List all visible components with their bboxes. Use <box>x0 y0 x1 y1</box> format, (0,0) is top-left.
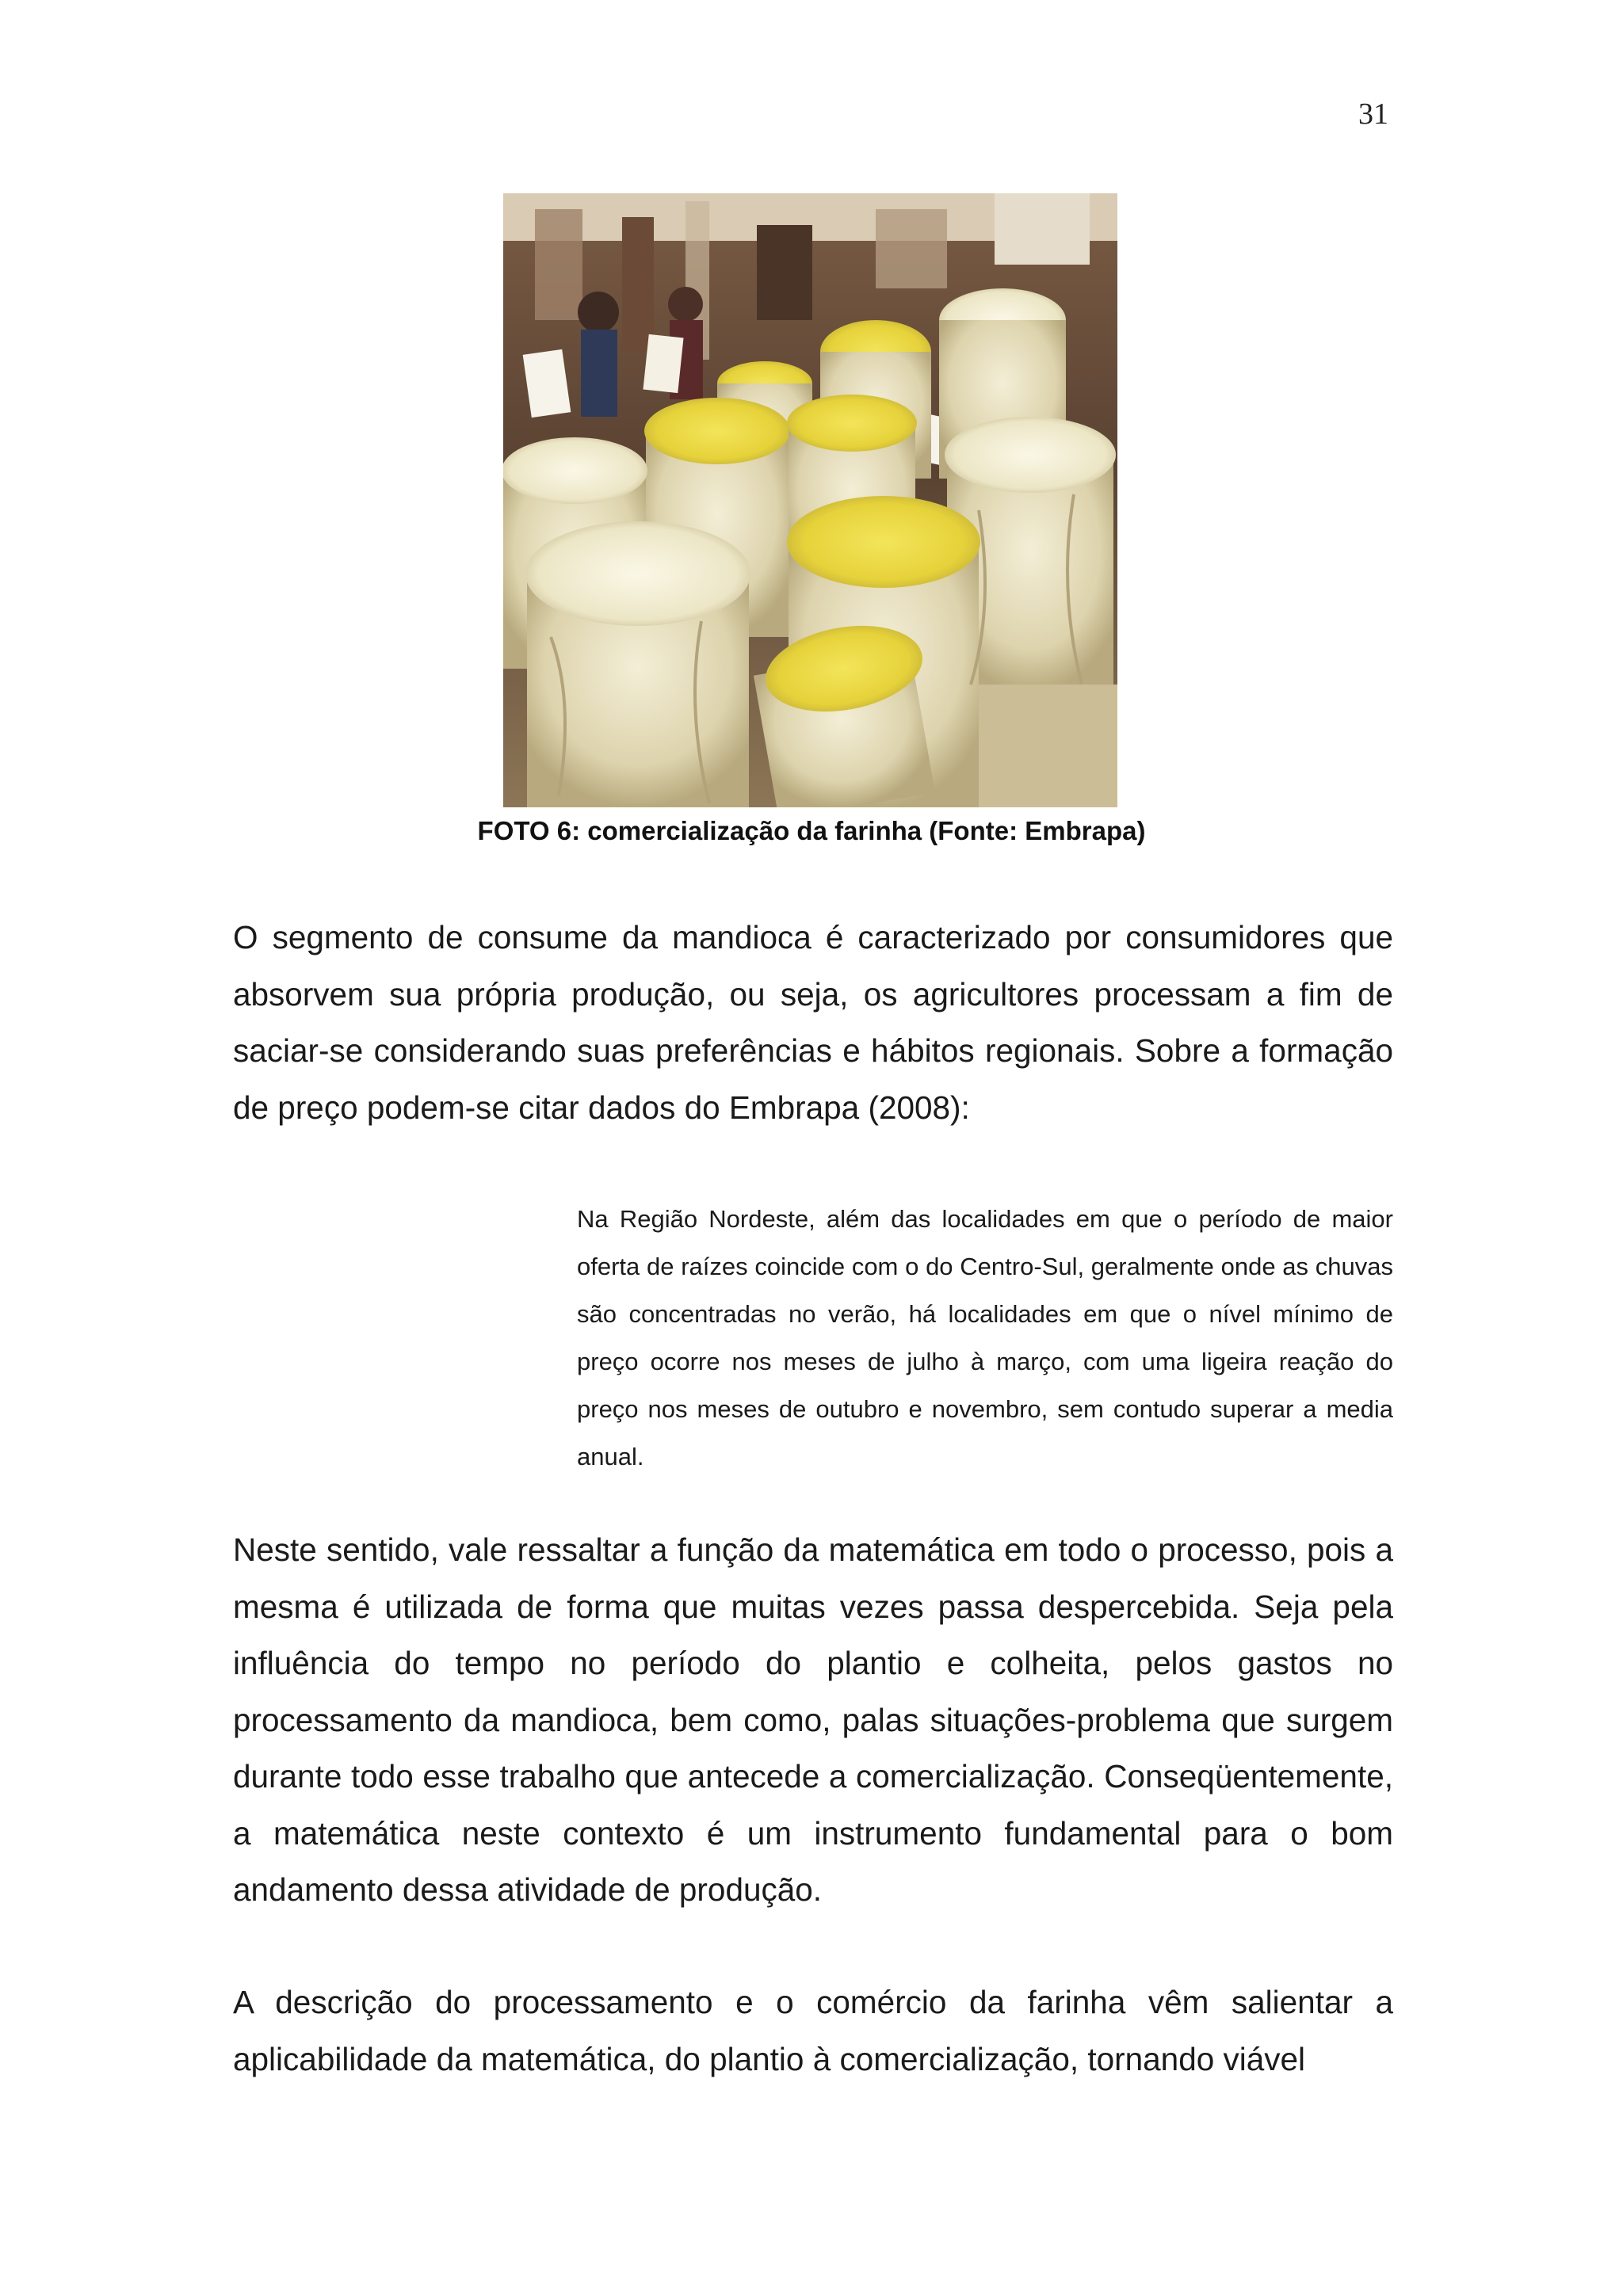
paragraph-mathematics-role: Neste sentido, vale ressaltar a função da matemática em todo o processo, pois a mesma é utilizada de forma que muitas vezes passa despercebida. Seja pela influência do tempo no período do plantio e colheita, pelos gastos no processamento da mandioca, bem como, palas situações-problema que surgem durante todo esse trabalho que antecede a comercialização. Conseqüentemente, a matemática neste contexto é um instrumento fundamental para o bom andamento dessa atividade de produção. <box>233 1531 1393 1908</box>
figure-caption: FOTO 6: comercialização da farinha (Fonte: Embrapa) <box>477 816 1146 845</box>
block-quote-embrapa: Na Região Nordeste, além das localidades em que o período de maior oferta de raízes coincide com o do Centro-Sul, geralmente onde as chuvas são concentradas no verão, há localidades em que o nível mínimo de preço ocorre nos meses de julho à março, com uma ligeira reação do preço nos meses de outubro e novembro, sem contudo superar a media anual. <box>577 1205 1393 1470</box>
market-flour-photo <box>503 193 1117 807</box>
page-number: 31 <box>1358 97 1388 131</box>
paragraph-processing-description: A descrição do processamento e o comércio da farinha vêm salientar a aplicabilidade da matemática, do plantio à comercialização, tornando viável <box>233 1984 1393 2077</box>
paragraph-consumption: O segmento de consume da mandioca é caracterizado por consumidores que absorvem sua própria produção, ou seja, os agricultores processam a fim de saciar-se considerando suas preferências e hábitos regionais. Sobre a formação de preço podem-se citar dados do Embrapa (2008): <box>233 919 1393 1126</box>
